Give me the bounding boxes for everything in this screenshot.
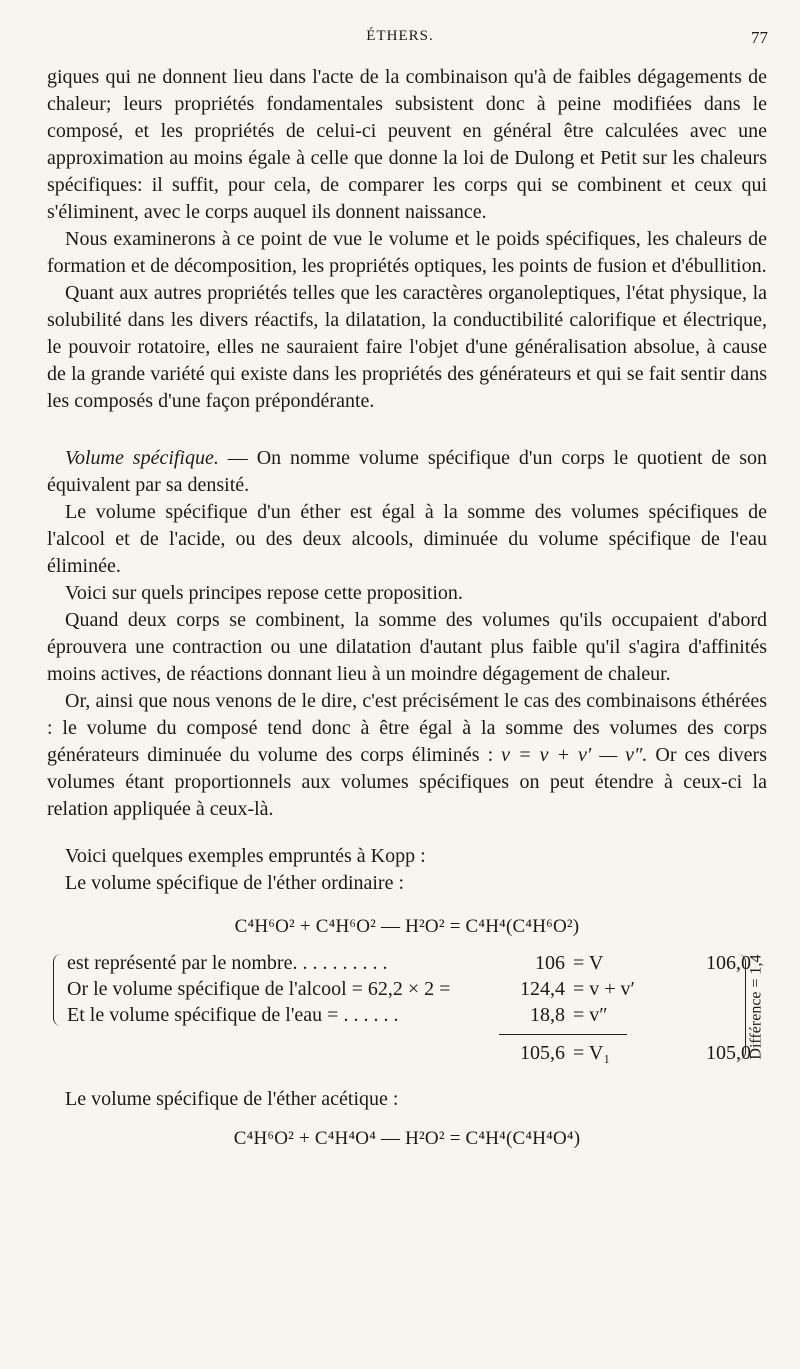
calc-label: Et le volume spécifique de l'eau = . . . . . . bbox=[67, 1004, 399, 1026]
paragraph: Nous examinerons à ce point de vue le volume et le poids spécifiques, les chaleurs de formation et de décomposition, les propriétés optiques, les points de fusion et d'ébullition. bbox=[47, 228, 767, 277]
volume-equation: v = v + v′ — v″. bbox=[501, 744, 648, 766]
calc-value: 106 bbox=[535, 952, 565, 974]
difference-note bbox=[741, 950, 771, 1064]
paragraph-continuation: giques qui ne donnent lieu dans l'acte de la combinaison qu'à de faibles dégagements de chaleur; leurs propriétés fondamentales subsistent donc à peine modifiées dans le composé, et les propriétés de celui-ci peuvent en général être calculées avec une approximation au moins égale à celle que donne la loi de Dulong et Petit sur les chaleurs spécifiques: il suffit, pour cela, de comparer les corps qui se combinent et ceux qui s'éliminent, avec le corps auquel ils donnent naissance. bbox=[47, 66, 767, 223]
page-header bbox=[0, 22, 800, 48]
section-title: Volume spécifique. bbox=[65, 447, 219, 469]
ether-ordinary-formula: C⁴H⁶O² + C⁴H⁶O² — H²O² = C⁴H⁴(C⁴H⁶O²) bbox=[234, 916, 580, 937]
calc-value: 18,8 bbox=[530, 1004, 565, 1026]
calc-relation: = v″ bbox=[573, 1004, 608, 1026]
calc-relation: = V bbox=[573, 952, 604, 974]
calc-relation: = v + v′ bbox=[573, 978, 635, 1000]
difference-text: Différence = 1,4 bbox=[747, 954, 765, 1060]
section-dash: — bbox=[227, 447, 248, 469]
paragraph: Quand deux corps se combinent, la somme des volumes qu'ils occupaient d'abord éprouvera une contraction ou une dilatation d'autant plus faible qu'il s'agira d'affinités moins actives, de réactions donnant lieu à un moindre dégagement de chaleur. bbox=[47, 609, 767, 685]
section-intro: On nomme volume spécifique d'un corps le quotient de son équivalent par sa densité. bbox=[47, 447, 767, 496]
page-number: 77 bbox=[751, 28, 768, 47]
calc-relation: = V₁ bbox=[573, 1042, 611, 1064]
ether-acetic-formula: C⁴H⁶O² + C⁴H⁴O⁴ — H²O² = C⁴H⁴(C⁴H⁴O⁴) bbox=[233, 1128, 581, 1149]
ether-ordinary-label: Le volume spécifique de l'éther ordinaire : bbox=[65, 872, 405, 894]
ether-acetic-label: Le volume spécifique de l'éther acétique : bbox=[65, 1088, 399, 1110]
paragraph-text: Or, ainsi que nous venons de le dire, c'est précisément le cas des combinaisons éthérées : le volume du composé tend donc à être égal à la somme des volumes des corps générateurs diminuée du volume des corps éliminés : bbox=[47, 690, 767, 766]
calc-right-value: 106,0 bbox=[706, 952, 751, 974]
paragraph: Voici sur quels principes repose cette proposition. bbox=[65, 582, 463, 604]
body-text bbox=[47, 64, 767, 1162]
calc-right-value: 105,0 bbox=[706, 1042, 751, 1064]
paragraph: Le volume spécifique d'un éther est égal à la somme des volumes spécifiques de l'alcool et de l'acide, ou des deux alcools, diminuée du volume spécifique de l'eau éliminée. bbox=[47, 501, 767, 577]
section-paragraph bbox=[47, 445, 767, 499]
examples-intro: Voici quelques exemples empruntés à Kopp : bbox=[65, 845, 426, 867]
volume-calculation bbox=[53, 950, 767, 1068]
calc-value: 105,6 bbox=[520, 1042, 565, 1064]
calc-label: Or le volume spécifique de l'alcool = 62,2 × 2 = bbox=[67, 978, 451, 1000]
sum-rule bbox=[499, 1034, 627, 1035]
paragraph-text: Or ces divers volumes étant proportionnels aux volumes spécifiques on peut étendre à ceux-ci la relation appliquée à ceux-là. bbox=[47, 744, 767, 820]
calc-value: 124,4 bbox=[520, 978, 565, 1000]
left-brace bbox=[53, 954, 62, 1026]
calc-label: est représenté par le nombre. . . . . . . . . . bbox=[67, 952, 388, 974]
paragraph bbox=[47, 688, 767, 823]
running-head: ÉTHERS. bbox=[366, 28, 434, 44]
paragraph: Quant aux autres propriétés telles que les caractères organoleptiques, l'état physique, la solubilité dans les divers réactifs, la dilatation, la conductibilité calorifique et électrique, le pouvoir rotatoire, elles ne sauraient faire l'objet d'une généralisation absolue, à cause de la grande variété qui existe dans les propriétés des générateurs et qui se fait sentir dans les composés d'une façon prépondérante. bbox=[47, 282, 767, 412]
